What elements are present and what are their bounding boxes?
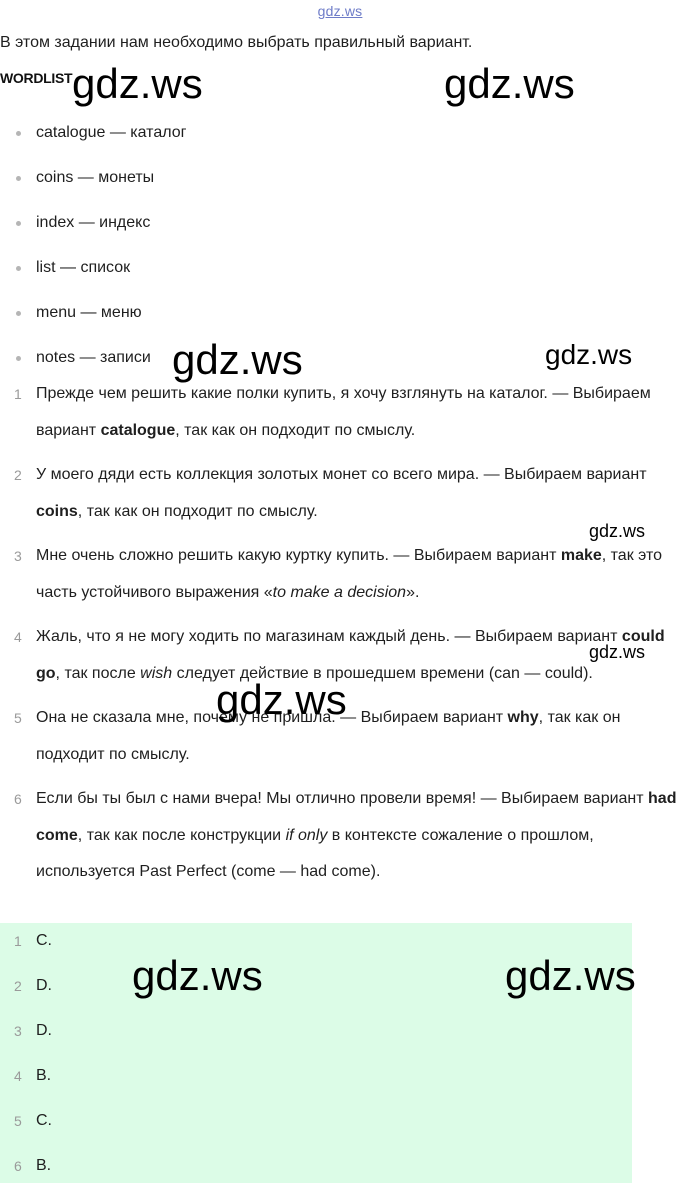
italic-phrase: wish bbox=[140, 664, 173, 682]
item-number: 3 bbox=[14, 548, 22, 564]
explanation-item: 1 Прежде чем решить какие полки купить, я хочу взглянуть на каталог. — Выбираем вариант catalogue, так как он подходит по смыслу. bbox=[0, 376, 680, 449]
bullet-icon bbox=[16, 221, 21, 226]
watermark: gdz.ws bbox=[589, 521, 646, 541]
intro-text: В этом задании нам необходимо выбрать правильный вариант. bbox=[0, 34, 473, 51]
answer-word: why bbox=[507, 709, 539, 726]
answer-value: C. bbox=[36, 932, 52, 949]
explanation-item: 3 Мне очень сложно решить какую куртку купить. — Выбираем вариант make, так это часть устойчивого выражения «to make a decision». bbox=[0, 538, 680, 611]
italic-phrase: to make a decision bbox=[272, 583, 407, 601]
answer-item bbox=[0, 1103, 632, 1148]
explanation-item: 4 Жаль, что я не могу ходить по магазинам каждый день. — Выбираем вариант could go, так после wish следует действие в прошедшем времени (can — could). bbox=[0, 619, 680, 692]
list-item: menu — меню bbox=[0, 295, 680, 340]
answer-word: could go bbox=[36, 628, 665, 682]
bullet-icon bbox=[16, 176, 21, 181]
watermark: gdz.ws bbox=[132, 952, 263, 999]
watermark: gdz.ws bbox=[72, 60, 203, 107]
item-number: 1 bbox=[14, 386, 22, 402]
answer-value: B. bbox=[36, 1157, 52, 1174]
explanation-list bbox=[0, 376, 680, 899]
answer-word: had come bbox=[36, 790, 677, 844]
answer-value: C. bbox=[36, 1112, 52, 1129]
site-logo-link[interactable]: gdz.ws bbox=[317, 3, 363, 19]
answer-item bbox=[0, 1148, 632, 1193]
item-number: 6 bbox=[14, 1158, 22, 1174]
watermark: gdz.ws bbox=[589, 642, 646, 662]
list-item: list — список bbox=[0, 250, 680, 295]
item-number: 4 bbox=[14, 629, 22, 645]
item-number: 3 bbox=[14, 1023, 22, 1039]
explanation-item: 2 У моего дяди есть коллекция золотых монет со всего мира. — Выбираем вариант coins, так как он подходит по смыслу. bbox=[0, 457, 680, 530]
answer-item bbox=[0, 923, 632, 968]
answer-value: B. bbox=[36, 1067, 52, 1084]
explanation-item: 5 Она не сказала мне, почему не пришла. — Выбираем вариант why, так как он подходит по смыслу. bbox=[0, 700, 680, 773]
answer-item bbox=[0, 1058, 632, 1103]
item-number: 4 bbox=[14, 1068, 22, 1084]
watermark: gdz.ws bbox=[444, 60, 575, 107]
item-number: 6 bbox=[14, 791, 22, 807]
watermark: gdz.ws bbox=[505, 952, 636, 999]
wordlist-heading: WORDLIST bbox=[0, 70, 73, 86]
list-item: catalogue — каталог bbox=[0, 115, 680, 160]
item-number: 1 bbox=[14, 933, 22, 949]
explanation-item: 6 Если бы ты был с нами вчера! Мы отлично провели время! — Выбираем вариант had come, так как после конструкции if only в контексте сожаление о прошлом, используется Past Perfect (come — had come). bbox=[0, 781, 680, 891]
bullet-icon bbox=[16, 356, 21, 361]
answer-value: D. bbox=[36, 977, 52, 994]
list-item: index — индекс bbox=[0, 205, 680, 250]
answer-item bbox=[0, 1013, 632, 1058]
wordlist bbox=[0, 115, 680, 385]
item-number: 2 bbox=[14, 467, 22, 483]
answer-word: catalogue bbox=[100, 421, 176, 439]
item-number: 5 bbox=[14, 710, 22, 726]
bullet-icon bbox=[16, 131, 21, 136]
answer-item bbox=[0, 968, 632, 1013]
italic-phrase: if only bbox=[285, 826, 328, 844]
answers-panel bbox=[0, 923, 632, 1183]
list-item: notes — записи bbox=[0, 340, 680, 385]
answer-value: D. bbox=[36, 1022, 52, 1039]
answer-word: make bbox=[560, 547, 602, 564]
bullet-icon bbox=[16, 266, 21, 271]
watermark: gdz.ws bbox=[545, 339, 633, 370]
answer-word: coins bbox=[36, 502, 78, 520]
list-item: coins — монеты bbox=[0, 160, 680, 205]
bullet-icon bbox=[16, 311, 21, 316]
watermark: gdz.ws bbox=[216, 676, 347, 723]
item-number: 2 bbox=[14, 978, 22, 994]
answers-list bbox=[0, 923, 632, 1193]
watermark: gdz.ws bbox=[172, 336, 303, 383]
item-number: 5 bbox=[14, 1113, 22, 1129]
